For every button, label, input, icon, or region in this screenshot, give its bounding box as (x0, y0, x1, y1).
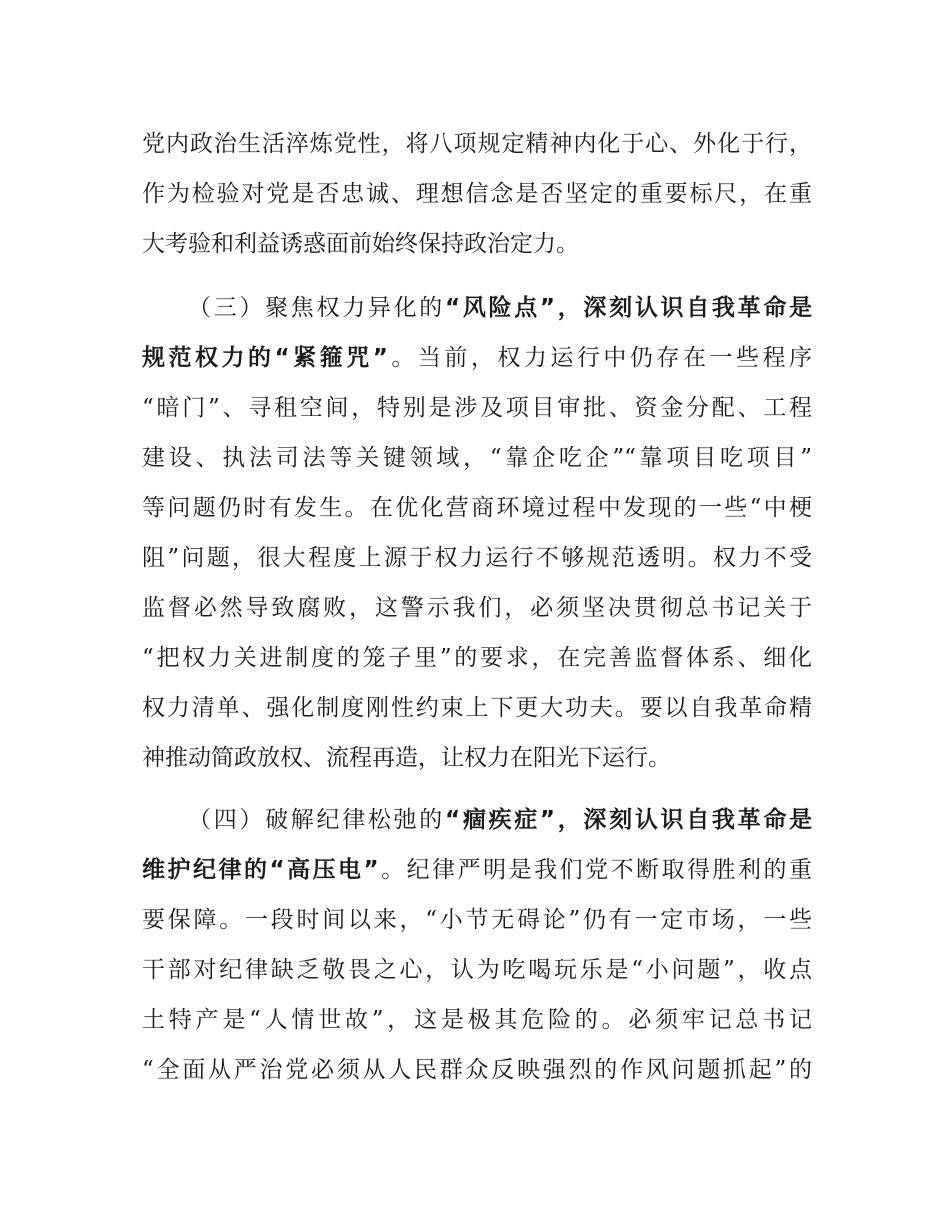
paragraph-2-line-5: 等问题仍时有发生。在优化营商环境过程中发现的一些“中梗 (142, 495, 812, 521)
section-3-heading-line-1 (188, 288, 812, 328)
paragraph-3-line-6: “全面从严治党必须从人民群众反映强烈的作风问题抓起”的 (142, 1057, 812, 1083)
paragraph-2-line-10: 神推动简政放权、流程再造，让权力在阳光下运行。 (142, 745, 671, 771)
section-3-heading-prefix: （三）聚焦权力异化的 (188, 295, 445, 321)
paragraph-2-line-7: 监督必然导致腐败，这警示我们，必须坚决贯彻总书记关于 (142, 595, 812, 621)
paragraph-1-line-3: 大考验和利益诱惑面前始终保持政治定力。 (142, 231, 579, 257)
section-4-heading-line-1 (188, 800, 812, 840)
paragraph-2-line-6: 阻”问题，很大程度上源于权力运行不够规范透明。权力不受 (142, 545, 812, 571)
paragraph-3-line-4: 干部对纪律缺乏敬畏之心，认为吃喝玩乐是“小问题”，收点 (142, 957, 812, 983)
paragraph-3-line-5: 土特产是“人情世故”，这是极其危险的。必须牢记总书记 (142, 1007, 812, 1033)
section-4-heading-bold: “痼疾症”，深刻认识自我革命是 (445, 807, 813, 833)
paragraph-2-line-8: “把权力关进制度的笼子里”的要求，在完善监督体系、细化 (142, 645, 812, 671)
paragraph-1-line-1: 党内政治生活淬炼党性，将八项规定精神内化于心、外化于行， (142, 131, 812, 157)
paragraph-3-line-3: 要保障。一段时间以来，“小节无碍论”仍有一定市场，一些 (142, 907, 812, 933)
section-3-heading-bold-2: 规范权力的“紧箍咒” (142, 345, 388, 371)
paragraph-2-line-4: 建设、执法司法等关键领域，“靠企吃企”“靠项目吃项目” (142, 445, 812, 471)
section-3-heading-bold: “风险点”，深刻认识自我革命是 (445, 295, 813, 321)
section-4-heading-line-2 (142, 850, 812, 890)
section-3-text-start: 。当前，权力运行中仍存在一些程序 (387, 345, 812, 371)
section-4-heading-bold-2: 维护纪律的“高压电” (142, 857, 379, 883)
paragraph-2-line-9: 权力清单、强化制度刚性约束上下更大功夫。要以自我革命精 (142, 695, 812, 721)
paragraph-1-line-2: 作为检验对党是否忠诚、理想信念是否坚定的重要标尺，在重 (142, 181, 812, 207)
paragraph-2-line-3: “暗门”、寻租空间，特别是涉及项目审批、资金分配、工程 (142, 395, 812, 421)
section-3-heading-line-2 (142, 338, 812, 378)
section-4-text-start: 。纪律严明是我们党不断取得胜利的重 (378, 857, 813, 883)
section-4-heading-prefix: （四）破解纪律松弛的 (188, 807, 445, 833)
